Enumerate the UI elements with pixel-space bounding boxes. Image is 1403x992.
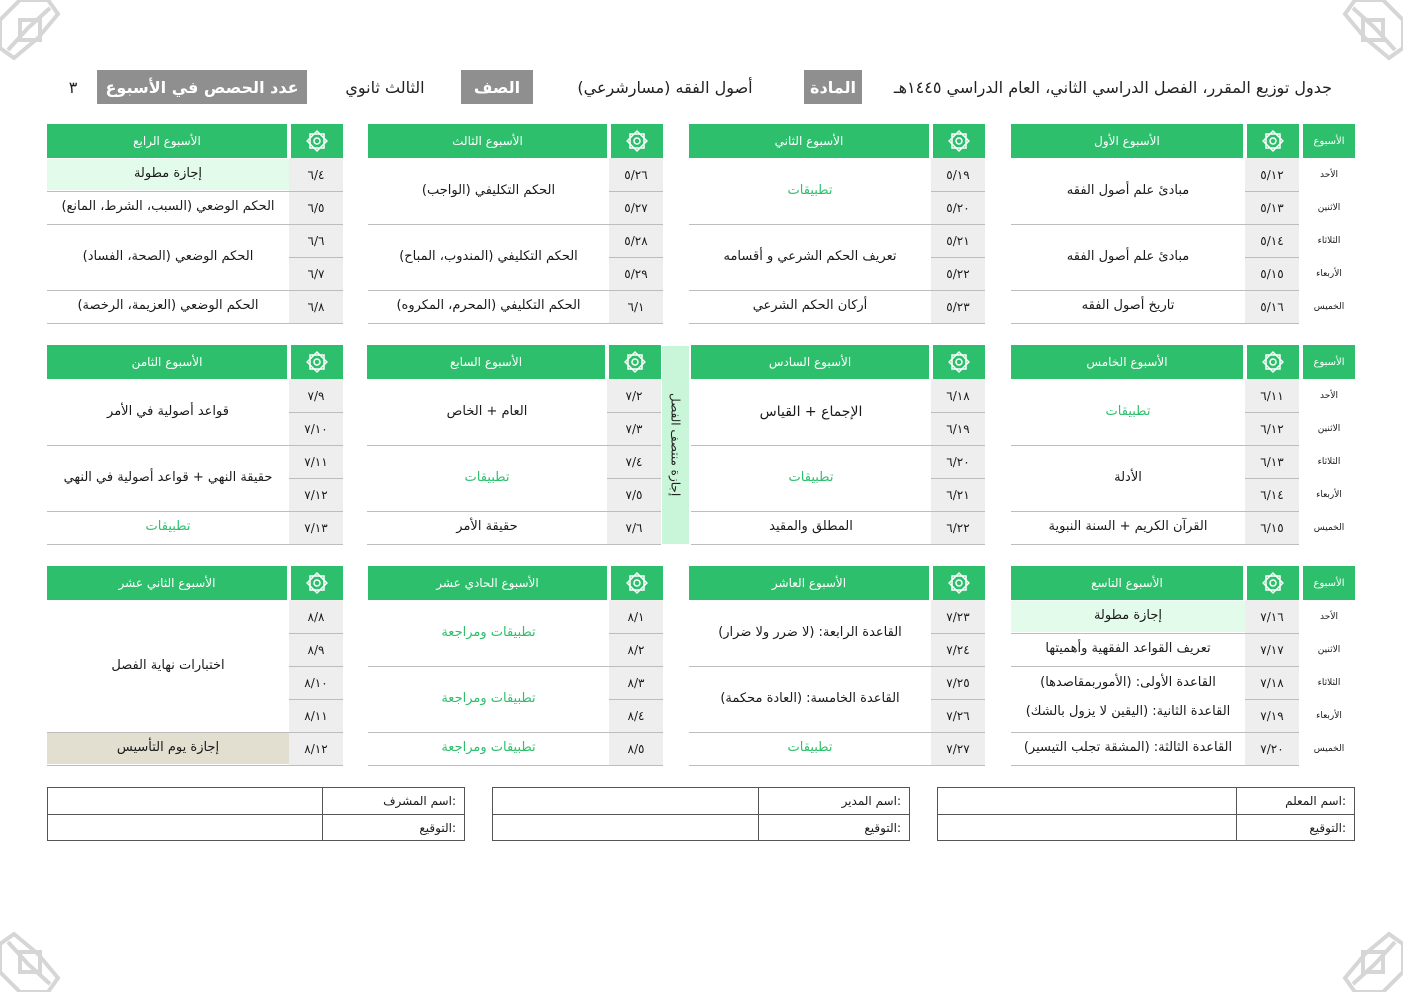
date-cell: ٧/٥ [607,478,661,511]
date-cell: ٥/١٩ [931,158,985,191]
star-ornament-icon [609,566,663,600]
star-ornament-icon [1245,345,1299,379]
week-11-block [368,566,663,766]
day-column-row3 [1303,566,1355,766]
day-tuesday: الثلاثاء [1317,677,1341,688]
lesson-cell: القاعدة الثانية: (اليقين لا يزول بالشك) [1025,703,1231,719]
lesson-cell: القاعدة الأولى: (الأموربمقاصدها) [1040,674,1216,690]
week-title: الأسبوع الأول [1011,124,1243,158]
week-10-block [689,566,985,766]
lesson-cell: الحكم الوضعي (السبب، الشرط، المانع) [61,199,275,215]
date-cell: ٥/٢٦ [609,158,663,191]
day-wednesday: الأربعاء [1316,489,1342,500]
lesson-cell: تعريف الحكم الشرعي و أقسامه [723,248,897,264]
day-wednesday: الأربعاء [1316,710,1342,721]
week-title: الأسبوع العاشر [689,566,929,600]
lesson-cell: الحكم الوضعي (العزيمة، الرخصة) [77,298,259,314]
date-cell: ٦/١١ [1245,379,1299,412]
week-7-block [367,345,661,545]
day-wednesday: الأربعاء [1316,268,1342,279]
lesson-cell-holiday: إجازة مطولة [1011,601,1245,632]
date-cell: ٨/٥ [609,732,663,765]
date-cell: ٦/٧ [289,257,343,290]
date-cell: ٥/٢١ [931,224,985,257]
week-3-block [368,124,663,324]
day-column-header: الأسبوع [1303,566,1355,600]
date-cell: ٧/٤ [607,445,661,478]
lesson-cell: تطبيقات [788,469,834,485]
day-monday: الاثنين [1317,423,1341,434]
week-title: الأسبوع الخامس [1011,345,1243,379]
signature-label: التوقيع: [419,821,456,835]
date-cell: ٦/١٢ [1245,412,1299,445]
lesson-cell: تطبيقات ومراجعة [441,740,536,756]
week-title: الأسبوع الثاني عشر [47,566,287,600]
lesson-cell: تطبيقات [1105,403,1151,419]
week-8-block [47,345,343,545]
star-ornament-icon [1245,124,1299,158]
star-ornament-icon [931,566,985,600]
day-tuesday: الثلاثاء [1317,456,1341,467]
date-cell: ٦/١٩ [931,412,985,445]
lesson-cell-holiday: إجازة يوم التأسيس [47,733,289,764]
lesson-cell: الحكم الوضعي (الصحة، الفساد) [82,248,254,264]
date-cell: ٦/٢١ [931,478,985,511]
date-cell: ٨/٣ [609,666,663,699]
date-cell: ٧/١٣ [289,511,343,544]
day-column-row1 [1303,124,1355,324]
lesson-cell: أركان الحكم الشرعي [752,298,868,314]
day-sunday: الأحد [1320,611,1338,622]
date-cell: ٧/٢٣ [931,600,985,633]
date-cell: ٦/١٤ [1245,478,1299,511]
star-ornament-icon [1245,566,1299,600]
signature-label: التوقيع: [864,821,901,835]
lesson-cell: تاريخ أصول الفقه [1081,298,1175,314]
lesson-cell: القرآن الكريم + السنة النبوية [1048,519,1208,535]
grade-value: الثالث ثانوي [345,77,425,97]
teacher-signature-box [937,787,1355,841]
day-sunday: الأحد [1320,390,1338,401]
day-column-header: الأسبوع [1303,345,1355,379]
date-cell: ٧/١٩ [1245,699,1299,732]
grade-label: الصف [461,70,533,104]
day-tuesday: الثلاثاء [1317,235,1341,246]
lesson-cell: الإجماع + القياس [759,403,863,420]
signature-label: التوقيع: [1309,821,1346,835]
week-4-block [47,124,343,324]
supervisor-name-label: اسم المشرف: [383,794,456,808]
lesson-cell: العام + الخاص [446,403,528,419]
date-cell: ٦/٦ [289,224,343,257]
corner-ornament-bottom-right [1323,912,1403,992]
date-cell: ٦/٢٠ [931,445,985,478]
date-cell: ٧/٢٥ [931,666,985,699]
date-cell: ٧/١١ [289,445,343,478]
day-monday: الاثنين [1317,202,1341,213]
date-cell: ٦/٢٢ [931,511,985,544]
week-title: الأسبوع الثالث [368,124,607,158]
lesson-cell: مبادئ علم أصول الفقه [1066,182,1190,198]
star-ornament-icon [931,345,985,379]
lesson-cell: قواعد أصولية في الأمر [107,403,229,419]
week-6-block [691,345,985,545]
lesson-cell: الحكم التكليفي (المحرم، المكروه) [396,298,581,314]
subject-value: أصول الفقه (مسارشرعي) [577,77,753,97]
midterm-break-label: إجازة منتصف الفصل [668,393,683,497]
day-sunday: الأحد [1320,169,1338,180]
day-column-header: الأسبوع [1303,124,1355,158]
lesson-cell: القاعدة الثالثة: (المشقة تجلب التيسير) [1023,740,1233,756]
date-cell: ٥/١٤ [1245,224,1299,257]
star-ornament-icon [607,345,661,379]
date-cell: ٥/٢٩ [609,257,663,290]
lesson-cell: القاعدة الخامسة: (العادة محكمة) [720,690,900,706]
star-ornament-icon [609,124,663,158]
date-cell: ٧/٢٦ [931,699,985,732]
date-cell: ٦/١ [609,290,663,323]
day-thursday: الخميس [1313,301,1345,312]
lesson-cell: حقيقة النهي + قواعد أصولية في النهي [63,469,273,485]
date-cell: ٧/٢ [607,379,661,412]
date-cell: ٧/٢٤ [931,633,985,666]
date-cell: ٥/١٣ [1245,191,1299,224]
date-cell: ٦/١٥ [1245,511,1299,544]
date-cell: ٧/٦ [607,511,661,544]
week-9-block [1011,566,1299,766]
lesson-cell: تطبيقات [787,182,833,198]
date-cell: ٥/٢٧ [609,191,663,224]
week-12-block [47,566,343,766]
page-number: ٣ [68,77,78,97]
date-cell: ٧/٢٧ [931,732,985,765]
corner-ornament-top-right [1323,0,1403,80]
lesson-cell: مبادئ علم أصول الفقه [1066,248,1190,264]
teacher-name-label: اسم المعلم: [1285,794,1346,808]
week-title: الأسبوع الرابع [47,124,287,158]
star-ornament-icon [289,124,343,158]
date-cell: ٥/٢٣ [931,290,985,323]
date-cell: ٥/٢٢ [931,257,985,290]
star-ornament-icon [289,345,343,379]
date-cell: ٥/١٥ [1245,257,1299,290]
week-1-block [1011,124,1299,324]
page-title: جدول توزيع المقرر، الفصل الدراسي الثاني، العام الدراسي ١٤٤٥هـ [893,77,1332,97]
date-cell: ٨/٢ [609,633,663,666]
date-cell: ٧/١٠ [289,412,343,445]
date-cell: ٧/٢٠ [1245,732,1299,765]
date-cell: ٧/١٦ [1245,600,1299,633]
date-cell: ٧/٩ [289,379,343,412]
lesson-cell: حقيقة الأمر [456,519,518,535]
week-2-block [689,124,985,324]
lesson-cell: تطبيقات ومراجعة [441,690,536,706]
week-title: الأسبوع السابع [367,345,605,379]
date-cell: ٦/٤ [289,158,343,191]
star-ornament-icon [289,566,343,600]
day-column-row2 [1303,345,1355,545]
date-cell: ٨/١٠ [289,666,343,699]
date-cell: ٥/١٢ [1245,158,1299,191]
date-cell: ٦/٨ [289,290,343,323]
date-cell: ٦/١٨ [931,379,985,412]
date-cell: ٥/١٦ [1245,290,1299,323]
supervisor-signature-box [47,787,465,841]
date-cell: ٨/١١ [289,699,343,732]
lesson-cell: الحكم التكليفي (الواجب) [421,182,556,198]
lesson-cell: تطبيقات [787,740,833,756]
lesson-cell: الحكم التكليفي (المندوب، المباح) [399,248,578,264]
date-cell: ٨/٩ [289,633,343,666]
day-monday: الاثنين [1317,644,1341,655]
week-title: الأسبوع السادس [691,345,929,379]
date-cell: ٧/١٨ [1245,666,1299,699]
principal-name-label: اسم المدير: [841,794,901,808]
date-cell: ٨/١٢ [289,732,343,765]
lesson-cell: تطبيقات [464,469,510,485]
day-thursday: الخميس [1313,743,1345,754]
date-cell: ٧/٣ [607,412,661,445]
lesson-cell: تطبيقات ومراجعة [441,624,536,640]
midterm-break-band [662,346,689,544]
lesson-cell: تعريف القواعد الفقهية وأهميتها [1045,641,1211,657]
principal-signature-box [492,787,910,841]
date-cell: ٥/٢٨ [609,224,663,257]
lesson-cell: المطلق والمقيد [769,519,853,535]
subject-label: المادة [804,70,862,104]
week-title: الأسبوع الحادي عشر [368,566,607,600]
date-cell: ٥/٢٠ [931,191,985,224]
corner-ornament-bottom-left [0,912,80,992]
week-title: الأسبوع الثاني [689,124,929,158]
week-title: الأسبوع الثامن [47,345,287,379]
date-cell: ٨/١ [609,600,663,633]
periods-per-week-label: عدد الحصص في الأسبوع [97,70,307,104]
date-cell: ٦/٥ [289,191,343,224]
date-cell: ٨/٨ [289,600,343,633]
corner-ornament-top-left [0,0,80,80]
day-thursday: الخميس [1313,522,1345,533]
lesson-cell: اختبارات نهاية الفصل [111,657,225,673]
date-cell: ٨/٤ [609,699,663,732]
lesson-cell: الأدلة [1114,469,1142,485]
date-cell: ٧/١٢ [289,478,343,511]
star-ornament-icon [931,124,985,158]
lesson-cell: القاعدة الرابعة: (لا ضرر ولا ضرار) [718,624,902,640]
date-cell: ٧/١٧ [1245,633,1299,666]
week-title: الأسبوع التاسع [1011,566,1243,600]
lesson-cell: تطبيقات [145,519,191,535]
lesson-cell-holiday: إجازة مطولة [47,159,289,190]
date-cell: ٦/١٣ [1245,445,1299,478]
week-5-block [1011,345,1299,545]
